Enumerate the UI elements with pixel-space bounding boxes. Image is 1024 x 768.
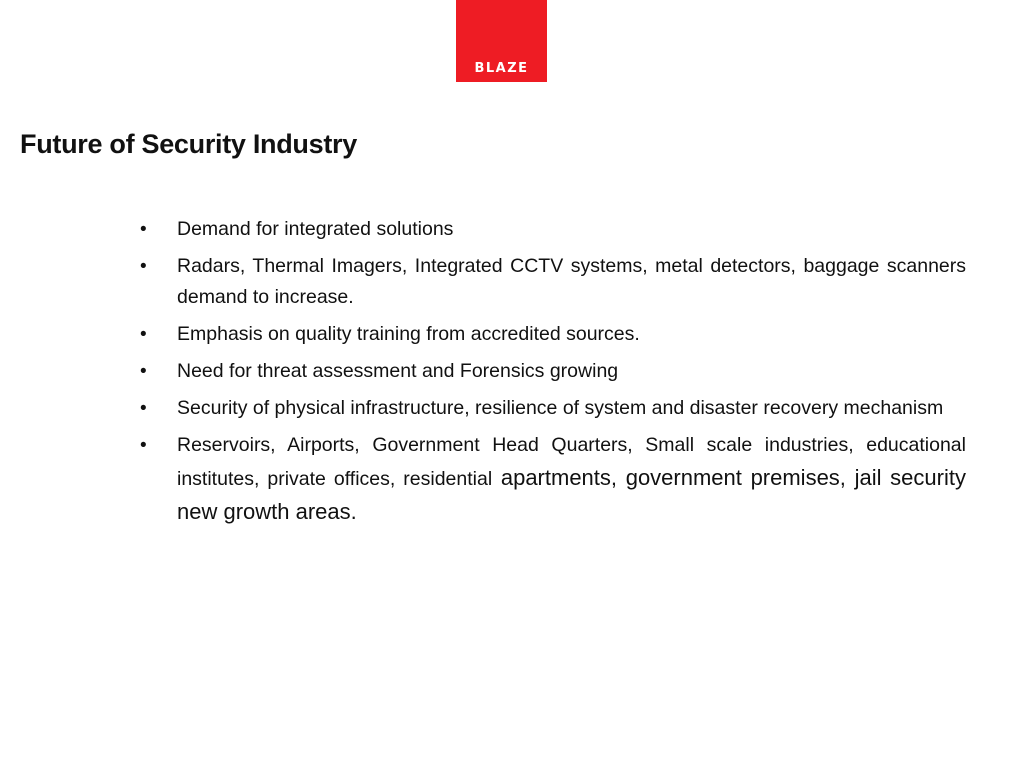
bullet-dot-icon: •	[140, 324, 147, 345]
bullet-item	[136, 356, 966, 387]
bullet-item	[136, 393, 966, 424]
blaze-logo-text: BLAZE	[474, 61, 529, 76]
bullet-text-large: apartments, government premises, jail security new growth areas.	[177, 465, 966, 524]
bullet-text: Demand for integrated solutions	[177, 218, 454, 240]
bullet-dot-icon: •	[140, 361, 147, 382]
bullet-dot-icon: •	[140, 398, 147, 419]
bullet-item	[136, 319, 966, 350]
bullet-text: Emphasis on quality training from accredited sources.	[177, 323, 640, 345]
bullet-dot-icon: •	[140, 219, 147, 240]
bullet-item	[136, 251, 966, 313]
bullet-text: Security of physical infrastructure, resilience of system and disaster recovery mechanism	[177, 397, 944, 419]
bullet-item	[136, 214, 966, 245]
bullet-item	[136, 430, 966, 529]
slide-title: Future of Security Industry	[20, 129, 357, 159]
bullet-dot-icon: •	[140, 256, 147, 277]
bullet-text-wrapper	[177, 430, 966, 529]
bullet-text: Need for threat assessment and Forensics growing	[177, 360, 619, 382]
bullet-text: Radars, Thermal Imagers, Integrated CCTV systems, metal detectors, baggage scanners demand to increase.	[177, 255, 966, 308]
bullet-text: Reservoirs, Airports, Government Head Quarters, Small scale industries, educational institutes, private offices, residential	[177, 434, 966, 490]
bullet-list	[136, 214, 966, 535]
blaze-logo	[456, 0, 547, 82]
bullet-dot-icon: •	[140, 435, 147, 456]
